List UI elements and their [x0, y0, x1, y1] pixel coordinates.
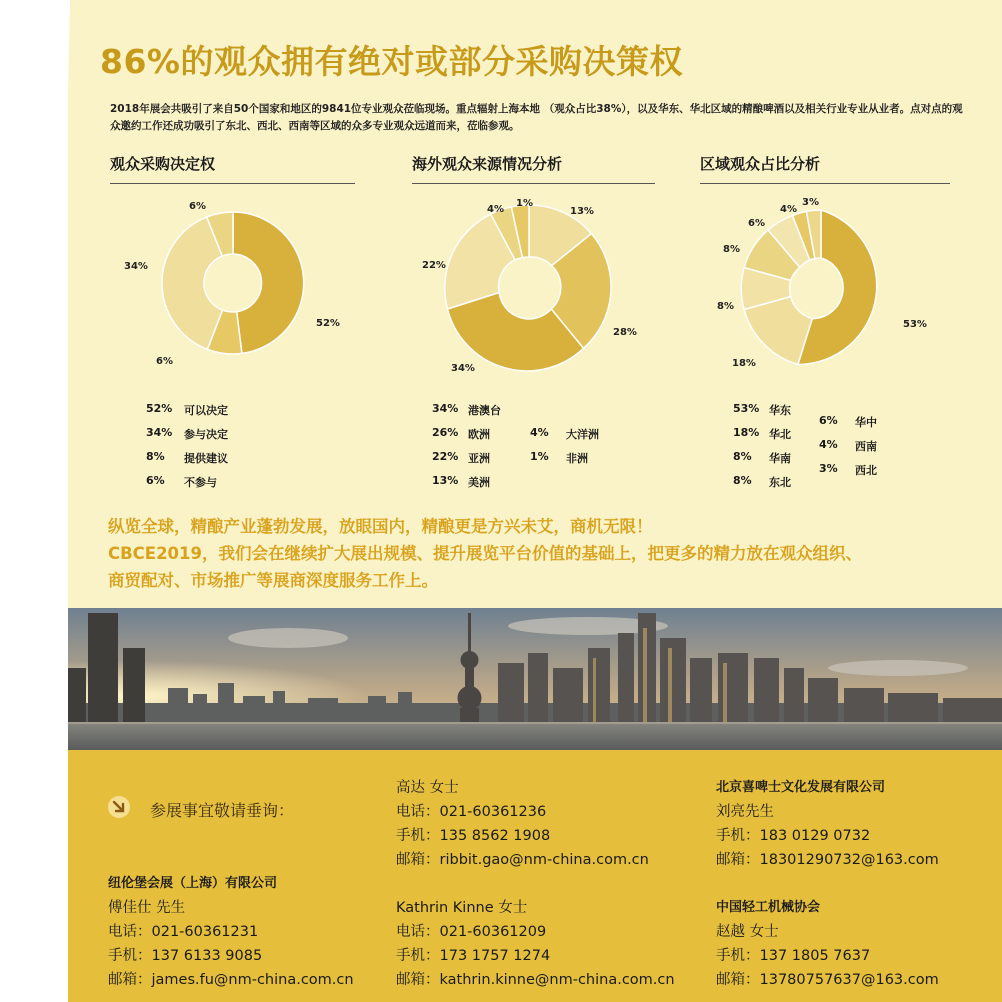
- chart2-label-28: 28%: [613, 327, 637, 338]
- mobile[interactable]: 手机：137 1805 7637: [716, 948, 871, 964]
- city-skyline-photo: [68, 608, 1002, 750]
- contact-kinne: [396, 896, 675, 992]
- legend-pct: 3%: [819, 462, 838, 475]
- slogan-block: [108, 513, 988, 594]
- chart2-label-34: 34%: [451, 363, 475, 374]
- person-name: 高达 女士: [396, 780, 459, 796]
- chart3-label-4: 4%: [780, 204, 797, 215]
- chart2-label-4: 4%: [487, 204, 504, 215]
- legend-pct: 34%: [146, 426, 173, 439]
- person-name: 傅佳仕 先生: [108, 900, 186, 916]
- slogan-line-3: 商贸配对、市场推广等展商深度服务工作上。: [108, 571, 438, 590]
- email-link[interactable]: 邮箱：18301290732@163.com: [716, 852, 939, 868]
- contact-gao: [396, 776, 649, 872]
- chart1-slice-52: [233, 212, 304, 353]
- person-name: 刘亮先生: [716, 804, 774, 820]
- legend-name: 港澳台: [468, 404, 501, 417]
- email-link[interactable]: 邮箱：ribbit.gao@nm-china.com.cn: [396, 852, 649, 868]
- chart1-legend: [146, 402, 346, 502]
- legend-name: 西北: [855, 464, 877, 477]
- legend-pct: 8%: [733, 450, 752, 463]
- legend-name: 参与决定: [184, 428, 228, 441]
- legend-name: 提供建议: [184, 452, 228, 465]
- legend-name: 东北: [769, 476, 791, 489]
- chart1-label-34: 34%: [124, 261, 148, 272]
- mobile[interactable]: 手机：135 8562 1908: [396, 828, 551, 844]
- phone[interactable]: 电话：021-60361209: [396, 924, 547, 940]
- chart1-title: 观众采购决定权: [110, 155, 216, 173]
- chart3-legend: [733, 402, 953, 502]
- slogan-line-1: 纵览全球，精酿产业蓬勃发展，放眼国内，精酿更是方兴未艾，商机无限！: [108, 517, 653, 536]
- org-name: 北京喜啤士文化发展有限公司: [716, 780, 886, 795]
- legend-name: 华北: [769, 428, 791, 441]
- legend-name: 华东: [769, 404, 791, 417]
- phone[interactable]: 电话：021-60361236: [396, 804, 547, 820]
- legend-pct: 1%: [530, 450, 549, 463]
- chart1-label-52: 52%: [316, 318, 340, 329]
- legend-pct: 26%: [432, 426, 459, 439]
- legend-pct: 34%: [432, 402, 459, 415]
- legend-name: 华南: [769, 452, 791, 465]
- chart3-label-3: 3%: [802, 197, 819, 208]
- chart1-rule: [110, 183, 355, 184]
- chart2-title: 海外观众来源情况分析: [412, 155, 563, 173]
- legend-name: 亚洲: [468, 452, 490, 465]
- donut-chart-1: [124, 198, 340, 392]
- org-name: 中国轻工机械协会: [716, 900, 821, 915]
- slogan-line-2: CBCE2019，我们会在继续扩大展出规模、提升展览平台价值的基础上，把更多的精力放在观众组织、: [108, 544, 862, 563]
- chart2-label-1: 1%: [516, 198, 533, 209]
- legend-name: 不参与: [184, 476, 217, 489]
- contact-cltma: [716, 896, 939, 992]
- chart2-label-22: 22%: [422, 260, 446, 271]
- email-link[interactable]: 邮箱：13780757637@163.com: [716, 972, 939, 988]
- chart1-label-6b: 6%: [189, 201, 206, 212]
- contact-nuremberg: [108, 872, 354, 992]
- legend-pct: 4%: [819, 438, 838, 451]
- legend-pct: 18%: [733, 426, 760, 439]
- email-link[interactable]: 邮箱：james.fu@nm-china.com.cn: [108, 972, 354, 988]
- donut-chart-2: [422, 195, 637, 389]
- chart1-slice-34: [162, 217, 223, 349]
- chart3-label-8b: 8%: [723, 244, 740, 255]
- legend-name: 美洲: [468, 476, 490, 489]
- chart2-rule: [412, 183, 655, 184]
- arrow-down-right-icon: [108, 796, 130, 818]
- org-name: 纽伦堡会展（上海）有限公司: [108, 876, 278, 891]
- legend-pct: 53%: [733, 402, 760, 415]
- phone[interactable]: 电话：021-60361231: [108, 924, 259, 940]
- chart3-label-8a: 8%: [717, 301, 734, 312]
- email-link[interactable]: 邮箱：kathrin.kinne@nm-china.com.cn: [396, 972, 675, 988]
- legend-pct: 4%: [530, 426, 549, 439]
- mobile[interactable]: 手机：183 0129 0732: [716, 828, 871, 844]
- legend-pct: 52%: [146, 402, 173, 415]
- chart1-label-6: 6%: [156, 356, 173, 367]
- chart2-label-13: 13%: [570, 206, 594, 217]
- chart3-title: 区域观众占比分析: [700, 155, 821, 173]
- mobile[interactable]: 手机：173 1757 1274: [396, 948, 551, 964]
- mobile[interactable]: 手机：137 6133 9085: [108, 948, 263, 964]
- legend-name: 华中: [855, 416, 877, 429]
- donut-chart-3: [717, 197, 927, 392]
- legend-pct: 8%: [146, 450, 165, 463]
- legend-name: 西南: [855, 440, 877, 453]
- legend-pct: 8%: [733, 474, 752, 487]
- legend-pct: 13%: [432, 474, 459, 487]
- person-name: Kathrin Kinne 女士: [396, 900, 528, 916]
- legend-name: 欧洲: [468, 428, 490, 441]
- chart3-label-6: 6%: [748, 218, 765, 229]
- legend-pct: 6%: [146, 474, 165, 487]
- page-title: 86%的观众拥有绝对或部分采购决策权: [100, 42, 683, 81]
- chart3-rule: [700, 183, 950, 184]
- person-name: 赵越 女士: [716, 924, 779, 940]
- legend-name: 可以决定: [184, 404, 228, 417]
- legend-name: 大洋洲: [566, 428, 599, 441]
- legend-pct: 6%: [819, 414, 838, 427]
- contact-prompt: 参展事宜敬请垂询：: [150, 801, 295, 820]
- chart3-label-53: 53%: [903, 319, 927, 330]
- chart2-legend: [432, 402, 652, 502]
- intro-paragraph: 2018年展会共吸引了来自50个国家和地区的9841位专业观众莅临现场。重点辐射上海本地 （观众占比38%），以及华东、华北区域的精酿啤酒以及相关行业专业从业者。点对点的观众邀约工作还成功吸引了东北、西北、西南等区域的众多专业观众远道而来，莅临参观。: [110, 103, 963, 132]
- chart3-label-18: 18%: [732, 358, 756, 369]
- legend-name: 非洲: [566, 452, 588, 465]
- contact-xipishi: [716, 776, 939, 872]
- legend-pct: 22%: [432, 450, 459, 463]
